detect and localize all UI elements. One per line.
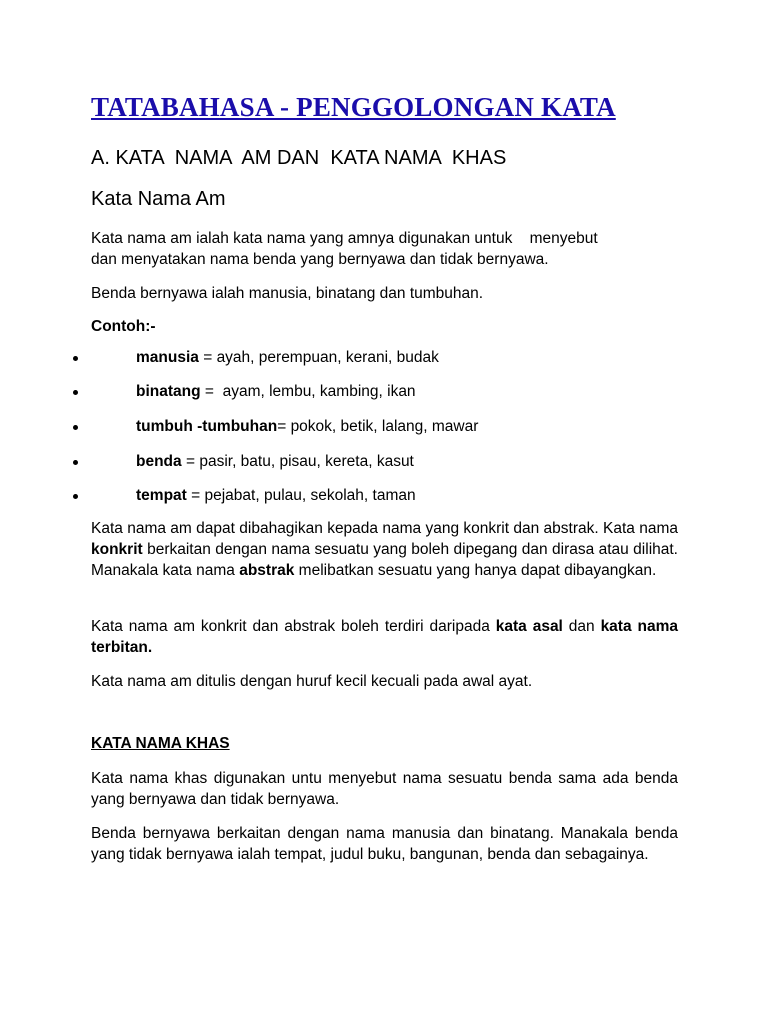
paragraph-text: melibatkan sesuatu yang hanya dapat dibayangkan. <box>294 562 657 579</box>
example-items: ayam, lembu, kambing, ikan <box>222 383 416 400</box>
example-item-tempat <box>0 485 768 507</box>
example-item-tumbuhan <box>0 416 768 438</box>
bullet-icon <box>73 460 78 465</box>
bold-term-kata-nama-terbitan: kata nama terbitan. <box>91 618 678 656</box>
section-a-heading: A. KATA NAMA AM DAN KATA NAMA KHAS <box>91 147 507 169</box>
intro-paragraph <box>91 228 678 270</box>
example-items: pasir, batu, pisau, kereta, kasut <box>199 453 414 470</box>
bold-term-kata-asal: kata asal <box>495 618 563 635</box>
huruf-kecil-paragraph: Kata nama am ditulis dengan huruf kecil kecuali pada awal ayat. <box>91 673 533 690</box>
example-item-manusia <box>0 347 768 369</box>
kata-nama-am-heading: Kata Nama Am <box>91 188 226 210</box>
contoh-label: Contoh:- <box>91 318 156 335</box>
kata-asal-paragraph <box>91 616 678 658</box>
example-term: tumbuh -tumbuhan <box>136 418 278 435</box>
khas-paragraph-1: Kata nama khas digunakan untu menyebut nama sesuatu benda sama ada benda yang bernyawa dan tidak bernyawa. <box>91 770 678 808</box>
document-title: TATABAHASA - PENGGOLONGAN KATA <box>91 92 616 122</box>
example-term: manusia <box>136 349 199 366</box>
example-sep: = <box>181 453 200 470</box>
example-term: tempat <box>136 487 187 504</box>
paragraph-text: Kata nama am konkrit dan abstrak boleh terdiri daripada <box>91 618 496 635</box>
example-sep: = <box>186 487 205 504</box>
example-items: pokok, betik, lalang, mawar <box>290 418 479 435</box>
bullet-icon <box>73 425 78 430</box>
khas-paragraph-2: Benda bernyawa berkaitan dengan nama manusia dan binatang. Manakala benda yang tidak bernyawa ialah tempat, judul buku, bangunan, benda dan sebagainya. <box>91 825 678 863</box>
bullet-icon <box>73 494 78 499</box>
bernyawa-paragraph: Benda bernyawa ialah manusia, binatang dan tumbuhan. <box>91 285 484 302</box>
bold-term-abstrak: abstrak <box>239 562 295 579</box>
example-sep: = <box>277 418 291 435</box>
paragraph-text: Kata nama am dapat dibahagikan kepada nama yang konkrit dan abstrak. Kata nama <box>91 520 678 537</box>
example-items: ayah, perempuan, kerani, budak <box>216 349 439 366</box>
bold-term-konkrit: konkrit <box>91 541 143 558</box>
example-term: benda <box>136 453 182 470</box>
konkrit-abstrak-paragraph <box>91 518 678 581</box>
bullet-icon <box>73 356 78 361</box>
example-item-benda <box>0 451 768 473</box>
example-items: pejabat, pulau, sekolah, taman <box>204 487 416 504</box>
example-sep: = <box>200 383 223 400</box>
intro-line-2: dan menyatakan nama benda yang bernyawa dan tidak bernyawa. <box>91 251 549 268</box>
example-sep: = <box>198 349 217 366</box>
paragraph-text: dan <box>562 618 601 635</box>
intro-line-1: Kata nama am ialah kata nama yang amnya digunakan untuk menyebut <box>91 230 598 247</box>
kata-nama-khas-heading: KATA NAMA KHAS <box>91 735 230 752</box>
example-term: binatang <box>136 383 201 400</box>
bullet-icon <box>73 390 78 395</box>
example-item-binatang <box>0 381 768 403</box>
paragraph-text: berkaitan dengan nama sesuatu yang boleh dipegang dan dirasa atau dilihat. Manakala kata nama <box>91 541 678 579</box>
